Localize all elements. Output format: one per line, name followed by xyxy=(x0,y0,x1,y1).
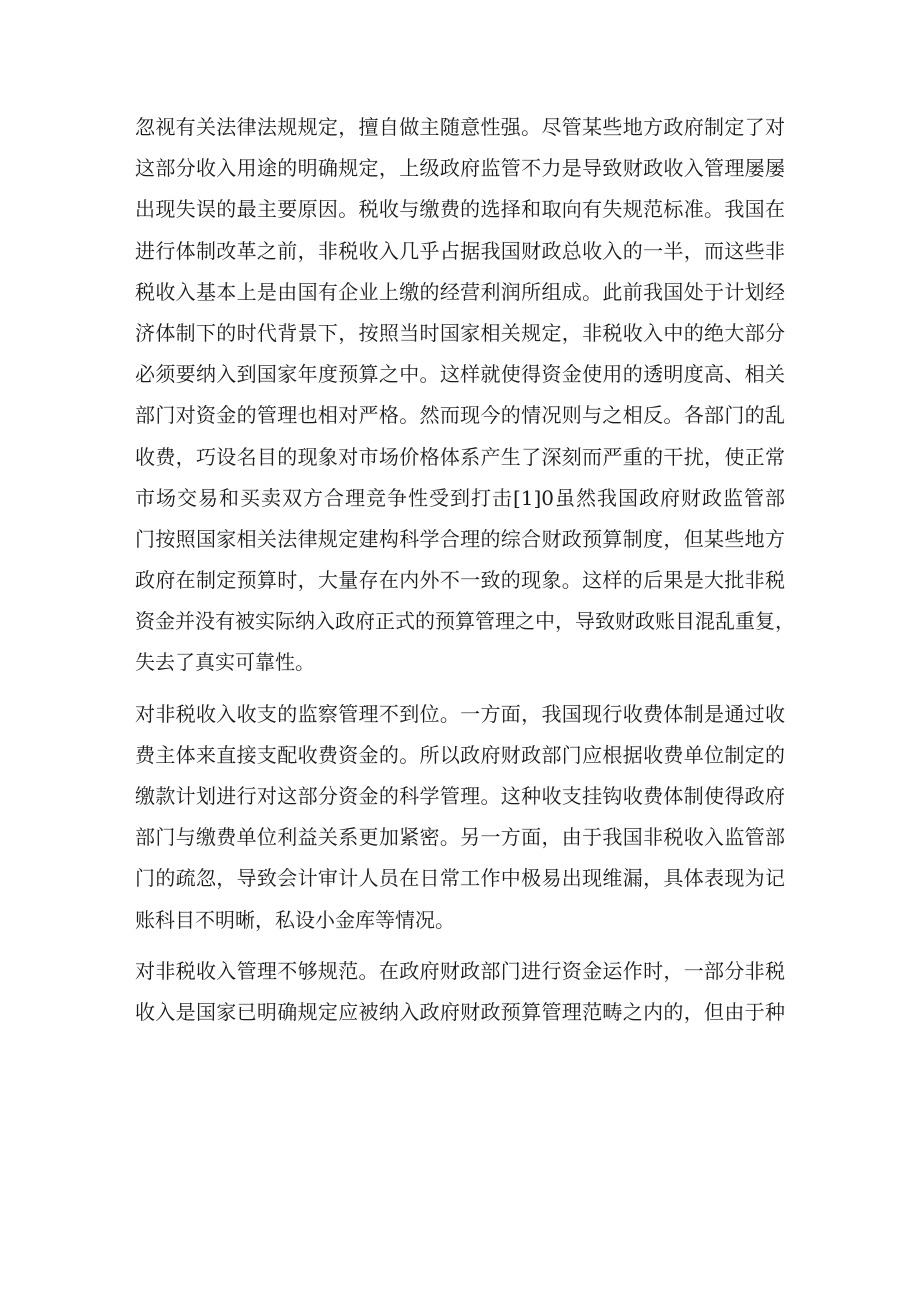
text-line: 收费，巧设名目的现象对市场价格体系产生了深刻而严重的干扰，使正常 xyxy=(135,444,785,469)
text-line: 失去了真实可靠性。 xyxy=(135,650,315,675)
text-line: 税收入基本上是由国有企业上缴的经营利润所组成。此前我国处于计划经 xyxy=(135,279,785,304)
paragraph-spacer xyxy=(135,684,785,694)
paragraph-3 xyxy=(135,951,785,1033)
text-line: 这部分收入用途的明确规定，上级政府监管不力是导致财政收入管理屡屡 xyxy=(135,156,785,181)
text-line: 对非税收入管理不够规范。在政府财政部门进行资金运作时，一部分非税 xyxy=(135,958,785,983)
text-line: 济体制下的时代背景下，按照当时国家相关规定，非税收入中的绝大部分 xyxy=(135,320,785,345)
text-line: 收入是国家已明确规定应被纳入政府财政预算管理范畴之内的，但由于种 xyxy=(135,999,785,1024)
text-line: 政府在制定预算时，大量存在内外不一致的现象。这样的后果是大批非税 xyxy=(135,568,785,593)
text-line: 对非税收入收支的监察管理不到位。一方面，我国现行收费体制是通过收 xyxy=(135,701,785,726)
text-line: 资金并没有被实际纳入政府正式的预算管理之中，导致财政账目混乱重复， xyxy=(135,609,795,634)
text-line: 必须要纳入到国家年度预算之中。这样就使得资金使用的透明度高、相关 xyxy=(135,362,785,387)
text-line: 市场交易和买卖双方合理竞争性受到打击[1]0虽然我国政府财政监管部 xyxy=(135,485,785,510)
paragraph-2 xyxy=(135,694,785,941)
document-body xyxy=(135,107,795,1033)
paragraph-1 xyxy=(135,107,795,684)
text-line: 缴款计划进行对这部分资金的科学管理。这种收支挂钩收费体制使得政府 xyxy=(135,784,785,808)
text-line: 部门与缴费单位利益关系更加紧密。另一方面，由于我国非税收入监管部 xyxy=(135,825,785,850)
text-line: 出现失误的最主要原因。税收与缴费的选择和取向有失规范标准。我国在 xyxy=(135,197,785,222)
text-line: 忽视有关法律法规规定，擅自做主随意性强。尽管某些地方政府制定了对 xyxy=(135,115,785,139)
text-line: 门按照国家相关法律规定建构科学合理的综合财政预算制度，但某些地方 xyxy=(135,526,785,551)
text-line: 部门对资金的管理也相对严格。然而现今的情况则与之相反。各部门的乱 xyxy=(135,403,785,428)
text-line: 进行体制改革之前，非税收入几乎占据我国财政总收入的一半，而这些非 xyxy=(135,238,785,263)
text-line: 账科目不明晰，私设小金库等情况。 xyxy=(135,907,455,932)
paragraph-spacer xyxy=(135,941,785,951)
text-line: 门的疏忽，导致会计审计人员在日常工作中极易出现维漏，具体表现为记 xyxy=(135,866,785,891)
text-line: 费主体来直接支配收费资金的。所以政府财政部门应根据收费单位制定的 xyxy=(135,742,785,767)
